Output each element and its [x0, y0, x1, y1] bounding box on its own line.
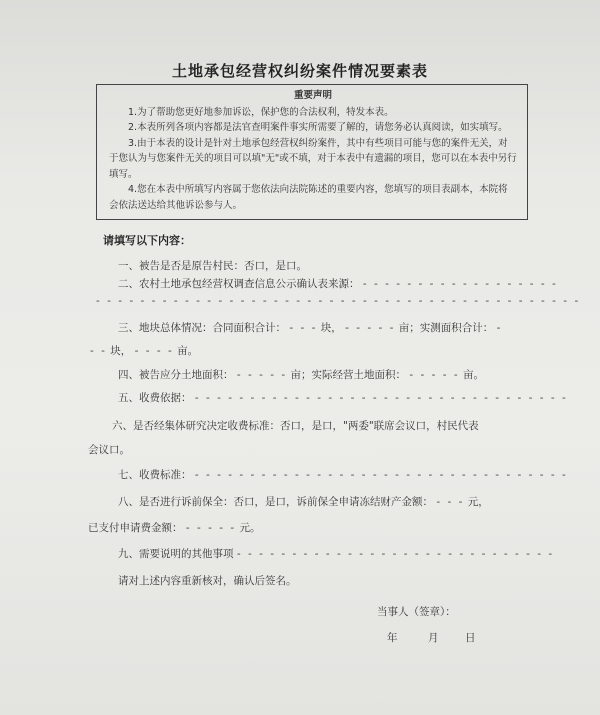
item-4-land-area — [118, 367, 484, 382]
item-8-continued — [88, 520, 260, 535]
item-4-unit-mu: 亩。 — [462, 369, 484, 381]
item-2-source — [118, 276, 558, 291]
item-2-blank-continued[interactable]: - - - - - - - - - - - - - - - - - - - - - - - - - - - - - - - - - - - - - - - - - - - - — [96, 295, 581, 307]
item-8-unit-yuan: 元， — [467, 496, 489, 508]
item-3-unit-plots-2: 块， — [110, 345, 132, 357]
allotted-area-blank[interactable]: - - - - - — [236, 369, 288, 381]
measured-plots-blank-continued[interactable]: - - — [90, 345, 107, 357]
measured-area-blank[interactable]: - - - - — [134, 345, 174, 357]
item-8-label: 八、是否进行诉前保全：否口，是口，诉前保全申请冻结财产金额： — [118, 496, 433, 508]
item-3-continued — [90, 343, 198, 358]
party-signature-label: 当事人（签章）： — [377, 606, 456, 618]
item-6-collective-decision: 六、是否经集体研究决定收费标准：否口，是口，"两委"联席会议口，村民代表 — [112, 420, 479, 432]
item-8-preservation — [118, 494, 489, 509]
item-2-label: 二、农村土地承包经营权调查信息公示确认表来源： — [118, 278, 360, 290]
item-3-plot-overview — [118, 320, 502, 335]
actual-area-blank[interactable]: - - - - - — [409, 369, 460, 381]
item-2-blank[interactable]: - - - - - - - - - - - - - - - - - - — [362, 278, 558, 290]
signature-month: 月 — [428, 632, 439, 644]
item-3-measured-label: 亩；实测面积合计： — [398, 322, 494, 334]
item-1-defendant-villager: 一、被告是否是原告村民：否口，是口。 — [118, 260, 307, 272]
item-7-label: 七、收费标准： — [118, 469, 192, 481]
contract-plots-blank[interactable]: - - - — [289, 322, 318, 334]
contract-area-blank[interactable]: - - - - - — [345, 322, 396, 334]
item-8-unit-yuan-2: 元。 — [239, 522, 261, 534]
form-title: 土地承包经营权纠纷案件情况要素表 — [171, 62, 428, 80]
notice-paragraph: 4.您在本表中所填写内容属于您依法向法院陈述的重要内容，您填写的项目表副本，本院将会依法送达给其他诉讼参与人。 — [109, 184, 508, 211]
item-5-fee-basis — [118, 390, 568, 405]
item-4-actual-label: 亩；实际经营土地面积： — [290, 369, 406, 381]
confirm-instruction: 请对上述内容重新核对，确认后签名。 — [118, 575, 297, 587]
item-3-unit-plots: 块， — [320, 322, 342, 334]
item-7-fee-standard — [118, 467, 568, 482]
signature-day: 日 — [465, 632, 476, 644]
notice-paragraph: 1.为了帮助您更好地参加诉讼，保护您的合法权利，特发本表。 — [128, 106, 394, 118]
notice-paragraph: 2.本表所列各项内容都是法官查明案件事实所需要了解的，请您务必认真阅读，如实填写。 — [128, 122, 508, 133]
fee-standard-blank[interactable]: - - - - - - - - - - - - - - - - - - - - - - - - - - - - - - - - - - — [194, 469, 568, 481]
form-intro: 请填写以下内容： — [103, 234, 191, 247]
item-6-continued: 会议口。 — [88, 444, 130, 456]
measured-plots-blank[interactable]: - — [496, 322, 503, 334]
frozen-amount-blank[interactable]: - - - — [436, 496, 465, 508]
item-3-label: 三、地块总体情况：合同面积合计： — [118, 322, 286, 334]
notice-heading: 重要声明 — [293, 90, 332, 101]
fee-paid-blank[interactable]: - - - - - — [185, 522, 237, 534]
notice-paragraph: 3.由于本表的设计是针对土地承包经营权纠纷案件，其中有些项目可能与您的案件无关，对于您认为与您案件无关的项目可以填"无"或不填，对于本表中有遗漏的项目，您可以在本表中另行填写。 — [109, 137, 517, 180]
item-9-label: 九、需要说明的其他事项 — [118, 548, 234, 560]
item-3-unit-mu: 亩。 — [177, 345, 199, 357]
item-4-label: 四、被告应分土地面积： — [118, 369, 234, 381]
item-8-fee-label: 已支付申请费金额： — [88, 522, 183, 534]
important-notice-box — [96, 84, 528, 220]
other-matters-blank[interactable]: - - - - - - - - - - - - - - - - - - - - - - - - - - - - - — [236, 548, 555, 560]
item-5-label: 五、收费依据： — [118, 392, 192, 404]
signature-year: 年 — [387, 632, 398, 644]
fee-basis-blank[interactable]: - - - - - - - - - - - - - - - - - - - - - - - - - - - - - - - - - - — [194, 392, 568, 404]
item-9-other-matters — [118, 546, 554, 561]
